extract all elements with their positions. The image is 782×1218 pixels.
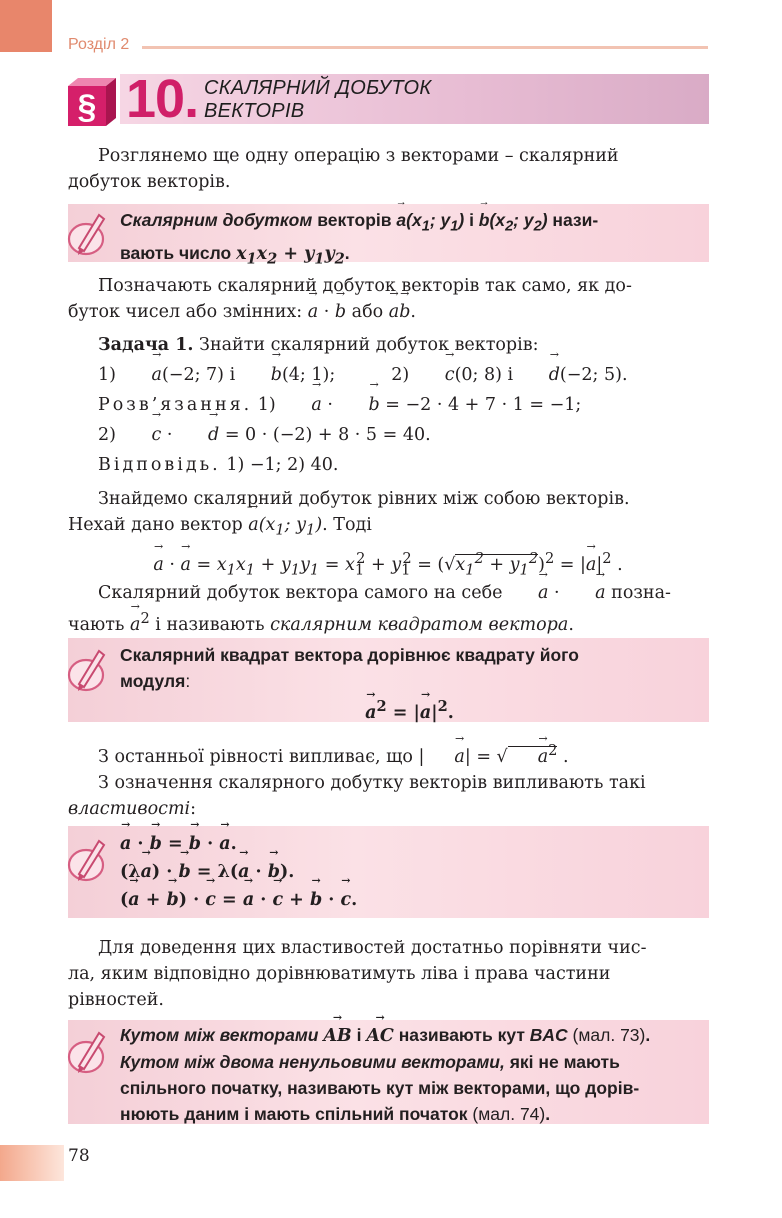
section-title-line2: ВЕКТОРІВ — [204, 100, 305, 122]
angle-line4: нюють даним і мають спільний початок (мал. 74). — [120, 1104, 551, 1124]
definition-box — [68, 204, 709, 267]
consequence-line2: З означення скалярного добутку векторів випливають такі — [98, 772, 646, 793]
theorem-box — [68, 638, 709, 722]
section-title — [204, 77, 431, 123]
notation-paragraph — [68, 273, 708, 325]
intro-line2: добуток векторів. — [68, 172, 231, 192]
task-1-solution: Розв’язання. 1) → a · → b = −2 · 4 + 7 · 1 = −1; — [68, 390, 708, 420]
property-distributive: (→ a + → b) · → c = → a · → c + → b · → c. — [120, 886, 699, 914]
theorem-text — [120, 642, 699, 726]
proof-line3: рівностей. — [68, 990, 164, 1010]
angle-line3: спільного початку, називають кут між векторами, що дорів- — [120, 1078, 640, 1098]
consequence-line1: З останньої рівності випливає, що |→ a| = √→ $a^2$ . — [68, 738, 708, 770]
equal-vectors-line2: Нехай дано вектор → $a(x_1$; $y_1$). Тоді — [68, 512, 708, 544]
property-scalar: (λ→ a) · → b = λ(→ a · → b). — [120, 858, 699, 886]
vector-b: → b — [479, 207, 490, 233]
consequence-paragraph — [68, 738, 708, 822]
pen-note-icon — [66, 1028, 110, 1076]
notation-line2: буток чисел або змінних: → a · → b або → a→ b. — [68, 299, 708, 325]
formula-square: → a · → $a = x_1x_1 + y_1y_1 = x_1^2 + y_1^2 = (√x_1^2 + y_1^2)^2$ = |→ $a|^2$ . — [68, 546, 708, 583]
scalar-square-line2: чають → $a^2$ і називають скалярним квадратом вектора. — [68, 606, 708, 638]
equal-vectors-paragraph — [68, 486, 708, 544]
proof-line1: Для доведення цих властивостей достатньо порівняти чис- — [98, 938, 647, 958]
definition-line1: Скалярним добутком векторів → $a(x_1$; $y_1$) $і \to b(x_2$; $y_2$) нази- — [120, 207, 699, 240]
angle-line2: Кутом між двома ненульовими векторами, які не мають — [120, 1052, 620, 1072]
vector-a: → a — [396, 207, 406, 233]
section-number: 10. — [126, 69, 199, 129]
section-symbol: § — [77, 88, 97, 126]
definition-line2: вають число $x_1x_2 + y_1y_2$. — [120, 242, 350, 267]
consequence-line3: властивості: — [68, 798, 197, 819]
scalar-square-line1: Скалярний добуток вектора самого на себе → a · → a позна- — [68, 580, 708, 606]
task-1-answer: Відповідь. 1) −1; 2) 40. — [98, 455, 339, 475]
pen-note-icon — [66, 210, 110, 258]
theorem-line2: модуля: — [120, 671, 191, 691]
definition-text — [120, 207, 699, 272]
angle-definition-box — [68, 1020, 709, 1124]
bottom-tab — [0, 1145, 64, 1181]
properties-list — [120, 830, 699, 914]
angle-line1: Кутом між векторами → AB і → AC називають кут BAC (мал. 73). — [120, 1022, 699, 1049]
section-title-line1: СКАЛЯРНИЙ ДОБУТОК — [204, 77, 432, 99]
section-cube-icon — [66, 76, 118, 128]
proof-line2: ла, яким відповідно дорівнюватимуть ліва і права частини — [68, 964, 611, 984]
theorem-formula: → $a^2$ = |→ $a|^2$. — [120, 694, 699, 726]
properties-box — [68, 826, 709, 918]
intro-line1: Розглянемо ще одну операцію з векторами – скалярний — [98, 146, 619, 166]
section-rule — [142, 46, 708, 49]
proof-paragraph — [68, 935, 708, 1013]
equal-vectors-line1: Знайдемо скалярний добуток рівних між собою векторів. — [98, 489, 630, 509]
property-commutative: → a · → b = → b · → a. — [120, 830, 699, 858]
task-1-solution-2: 2) → c · → d = 0 · (−2) + 8 · 5 = 40. — [68, 420, 708, 450]
task-1-statement: Задача 1. Знайти скалярний добуток векторів: — [98, 335, 539, 355]
pen-note-icon — [66, 836, 110, 884]
task-1 — [68, 330, 708, 480]
corner-tab — [0, 0, 52, 52]
intro-paragraph — [68, 143, 708, 195]
angle-definition-text — [120, 1022, 699, 1127]
page-number: 78 — [68, 1146, 90, 1166]
pen-note-icon — [66, 646, 110, 694]
theorem-line1: Скалярний квадрат вектора дорівнює квадрату його — [120, 645, 579, 665]
definition-term: Скалярним добутком — [120, 210, 313, 230]
section-label: Розділ 2 — [68, 36, 130, 53]
notation-line1: Позначають скалярний добуток векторів так само, як до- — [98, 276, 632, 296]
scalar-square-paragraph — [68, 580, 708, 638]
task-1-vectors: 1) → a(−2; 7) і → b(4; 1); 2) → c(0; 8) і → d(−2; 5). — [68, 360, 708, 390]
